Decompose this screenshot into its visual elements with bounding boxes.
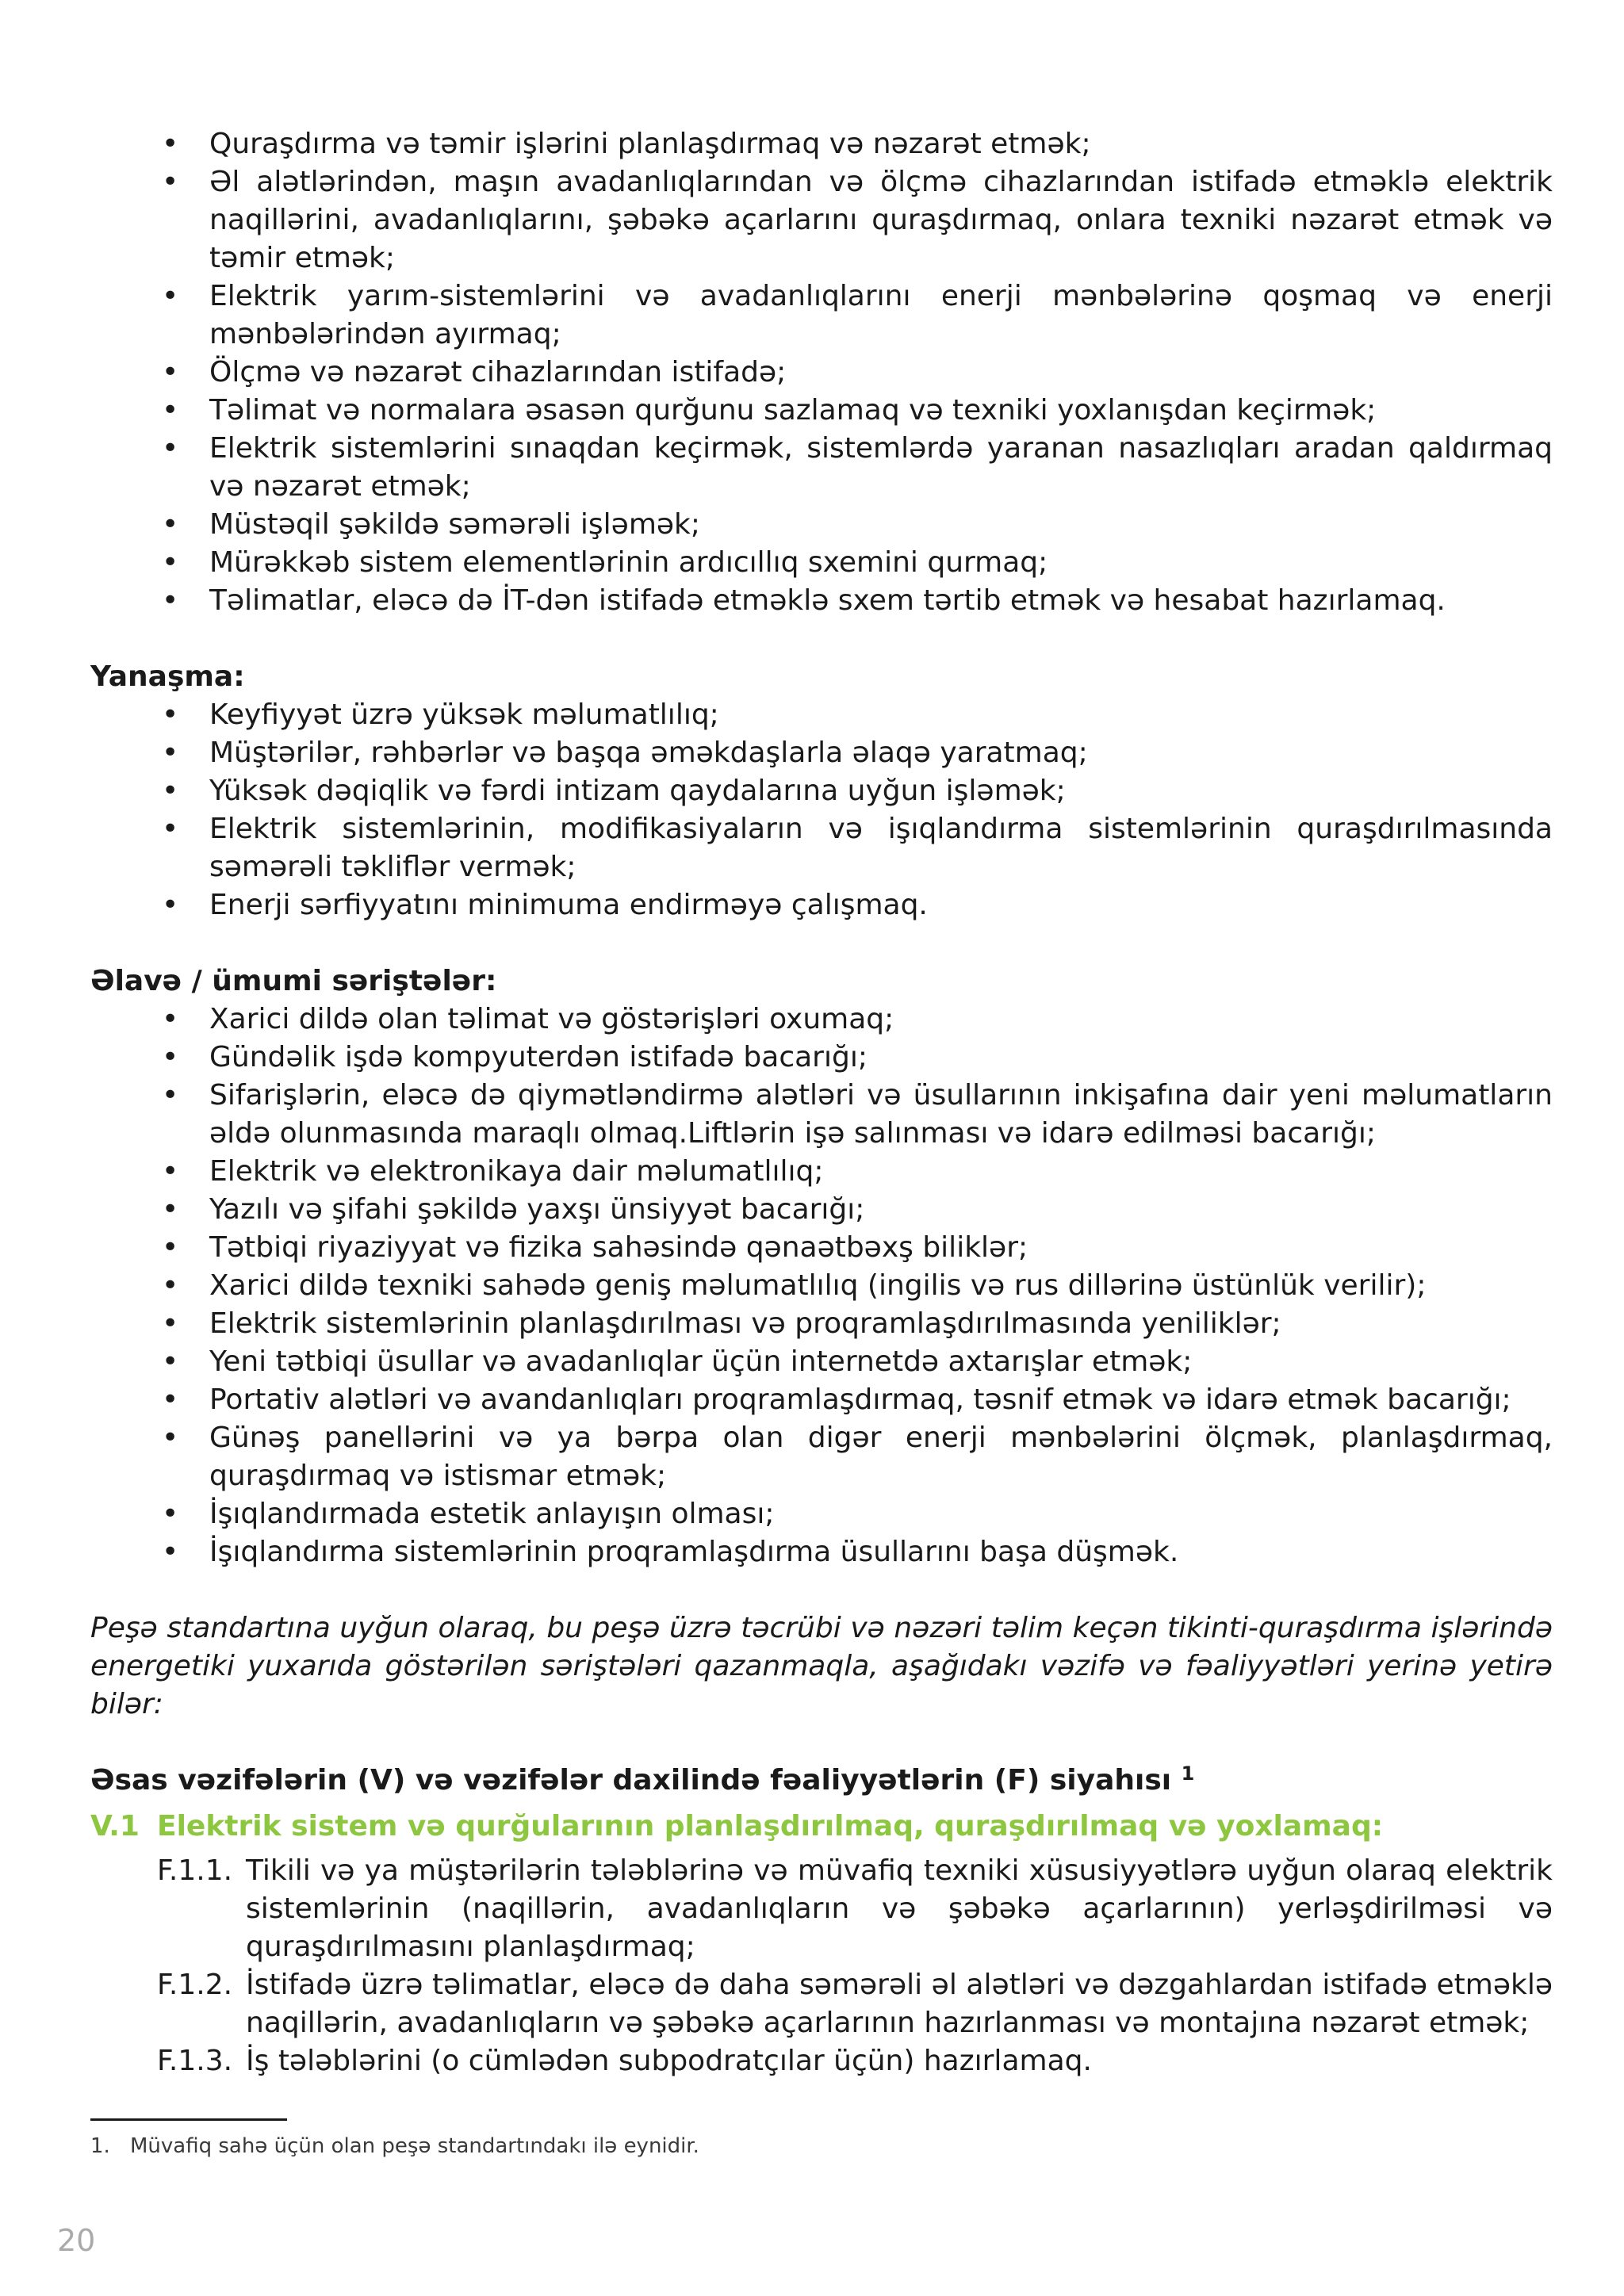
list-item: • İşıqlandırma sistemlərinin proqramlaşdırma üsullarını başa düşmək. <box>90 1533 1553 1571</box>
footnote <box>90 2133 699 2160</box>
footnote-mark: 1. <box>90 2134 110 2158</box>
duty-v1-heading <box>90 1808 1553 1846</box>
list-item: • Elektrik və elektronikaya dair məlumatlılıq; <box>90 1153 1553 1191</box>
list-item: • Mürəkkəb sistem elementlərinin ardıcıllıq sxemini qurmaq; <box>90 544 1553 582</box>
footnote-text: Müvafiq sahə üçün olan peşə standartındakı ilə eynidir. <box>130 2134 699 2158</box>
list-item: • Müstəqil şəkildə səmərəli işləmək; <box>90 506 1553 544</box>
activity-text: Tikili və ya müştərilərin tələblərinə və müvafiq texniki xüsusiyyətlərə uyğun olaraq elektrik sistemlərinin (naqillərin, avadanlıqların və şəbəkə açarlarının) yerləşdirilməsi və quraşdırılmasını planlaşdırmaq; <box>246 1854 1553 1963</box>
list-item: • Elektrik sistemlərini sınaqdan keçirmək, sistemlərdə yaranan nasazlıqları aradan qaldırmaq və nəzarət etmək; <box>90 430 1553 506</box>
list-item: • Müştərilər, rəhbərlər və başqa əməkdaşlarla əlaqə yaratmaq; <box>90 734 1553 772</box>
list-item: • Təlimatlar, eləcə də İT-dən istifadə etməklə sxem tərtib etmək və hesabat hazırlamaq. <box>90 582 1553 620</box>
duty-v1-title: Elektrik sistem və qurğularının planlaşdırılmaq, quraşdırılmaq və yoxlamaq: <box>157 1810 1384 1843</box>
duty-v1-number: V.1 <box>90 1810 140 1843</box>
activity-item <box>90 2042 1553 2080</box>
activity-text: İstifadə üzrə təlimatlar, eləcə də daha səmərəli əl alətləri və dəzgahlardan istifadə etməklə naqillərin, avadanlıqların və şəbəkə açarlarının hazırlanması və montajına nəzarət etmək; <box>246 1969 1553 2039</box>
approach-list <box>90 696 1553 924</box>
activity-number: F.1.2. <box>157 1969 233 2001</box>
activity-item <box>90 1966 1553 2042</box>
list-item: • Elektrik sistemlərinin, modifikasiyaların və işıqlandırma sistemlərinin quraşdırılmasında səmərəli təkliflər vermək; <box>90 810 1553 886</box>
list-item: • Elektrik sistemlərinin planlaşdırılması və proqramlaşdırılmasında yeniliklər; <box>90 1305 1553 1343</box>
activity-number: F.1.1. <box>157 1854 233 1887</box>
duties-title <box>90 1762 1553 1800</box>
activity-item <box>90 1852 1553 1966</box>
page-number: 20 <box>57 2223 96 2258</box>
list-item: • Keyfiyyət üzrə yüksək məlumatlılıq; <box>90 696 1553 734</box>
summary-paragraph: Peşə standartına uyğun olaraq, bu peşə üzrə təcrübi və nəzəri təlim keçən tikinti-quraşdırma işlərində energetiki yuxarıda göstərilən səriştələri qazanmaqla, aşağıdakı vəzifə və fəaliyyətləri yerinə yetirə bilər: <box>90 1612 1553 1720</box>
list-item: • Ölçmə və nəzarət cihazlarından istifadə; <box>90 354 1553 392</box>
list-item: • Gündəlik işdə kompyuterdən istifadə bacarığı; <box>90 1039 1553 1077</box>
list-item: • Yazılı və şifahi şəkildə yaxşı ünsiyyət bacarığı; <box>90 1191 1553 1229</box>
list-item: • Günəş panellərini və ya bərpa olan digər enerji mənbələrini ölçmək, planlaşdırmaq, quraşdırmaq və istismar etmək; <box>90 1419 1553 1495</box>
additional-skills-list <box>90 1001 1553 1571</box>
list-item: • Enerji sərfiyyatını minimuma endirməyə çalışmaq. <box>90 886 1553 924</box>
page-content <box>90 125 1553 2080</box>
footnote-divider <box>90 2118 287 2121</box>
list-item: • Əl alətlərindən, maşın avadanlıqlarından və ölçmə cihazlarından istifadə etməklə elektrik naqillərini, avadanlıqlarını, şəbəkə açarlarını quraşdırmaq, onlara texniki nəzarət etmək və təmir etmək; <box>90 163 1553 277</box>
list-item: • Xarici dildə texniki sahədə geniş məlumatlılıq (ingilis və rus dillərinə üstünlük verilir); <box>90 1267 1553 1305</box>
list-item: • İşıqlandırmada estetik anlayışın olması; <box>90 1495 1553 1533</box>
list-item: • Portativ alətləri və avandanlıqları proqramlaşdırmaq, təsnif etmək və idarə etmək bacarığı; <box>90 1381 1553 1419</box>
list-item: • Yüksək dəqiqlik və fərdi intizam qaydalarına uyğun işləmək; <box>90 772 1553 810</box>
activities-list <box>90 1852 1553 2080</box>
additional-skills-heading: Əlavə / ümumi səriştələr: <box>90 965 497 997</box>
list-item: • Sifarişlərin, eləcə də qiymətləndirmə alətləri və üsullarının inkişafına dair yeni məlumatların əldə olunmasında maraqlı olmaq.Liftlərin işə salınması və idarə edilməsi bacarığı; <box>90 1077 1553 1153</box>
approach-heading: Yanaşma: <box>90 660 245 693</box>
list-item: • Yeni tətbiqi üsullar və avadanlıqlar üçün internetdə axtarışlar etmək; <box>90 1343 1553 1381</box>
skills-list <box>90 125 1553 620</box>
list-item: • Quraşdırma və təmir işlərini planlaşdırmaq və nəzarət etmək; <box>90 125 1553 163</box>
activity-text: İş tələblərini (o cümlədən subpodratçılar üçün) hazırlamaq. <box>246 2045 1092 2077</box>
list-item: • Elektrik yarım-sistemlərini və avadanlıqlarını enerji mənbələrinə qoşmaq və enerji mənbələrindən ayırmaq; <box>90 277 1553 354</box>
duties-title-text: Əsas vəzifələrin (V) və vəzifələr daxilində fəaliyyətlərin (F) siyahısı <box>90 1764 1172 1797</box>
activity-number: F.1.3. <box>157 2045 233 2077</box>
footnote-reference: 1 <box>1181 1762 1195 1785</box>
list-item: • Təlimat və normalara əsasən qurğunu sazlamaq və texniki yoxlanışdan keçirmək; <box>90 392 1553 430</box>
list-item: • Xarici dildə olan təlimat və göstərişləri oxumaq; <box>90 1001 1553 1039</box>
list-item: • Tətbiqi riyaziyyat və fizika sahəsində qənaətbəxş biliklər; <box>90 1229 1553 1267</box>
